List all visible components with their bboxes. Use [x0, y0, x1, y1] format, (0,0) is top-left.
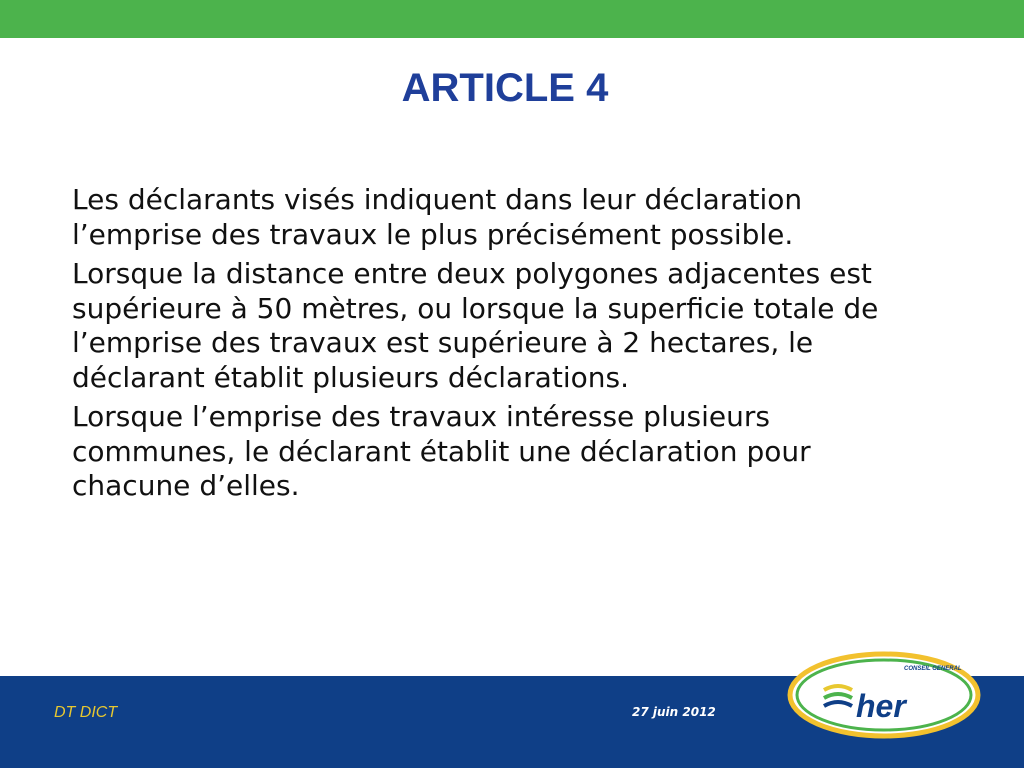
logo-main-text: her	[856, 688, 906, 724]
footer-title: DT DICT	[54, 704, 118, 721]
top-accent-bar	[0, 0, 1024, 38]
paragraph-2: Lorsque la distance entre deux polygones adjacentes est supérieure à 50 mètres, ou lorsque la superficie totale de l’emprise des travaux est supérieure à 2 hectares, le déclarant établit plusieurs déclarations.	[72, 257, 879, 394]
footer-date: 27 juin 2012	[632, 705, 716, 719]
slide-title: ARTICLE 4	[401, 66, 609, 110]
cher-logo	[786, 650, 982, 740]
logo-top-text: CONSEIL GENERAL	[904, 666, 962, 672]
paragraph-3: Lorsque l’emprise des travaux intéresse plusieurs communes, le déclarant établit une déclaration pour chacune d’elles.	[72, 400, 811, 502]
slide-body	[72, 183, 892, 509]
paragraph-1: Les déclarants visés indiquent dans leur déclaration l’emprise des travaux le plus précisément possible.	[72, 183, 803, 251]
